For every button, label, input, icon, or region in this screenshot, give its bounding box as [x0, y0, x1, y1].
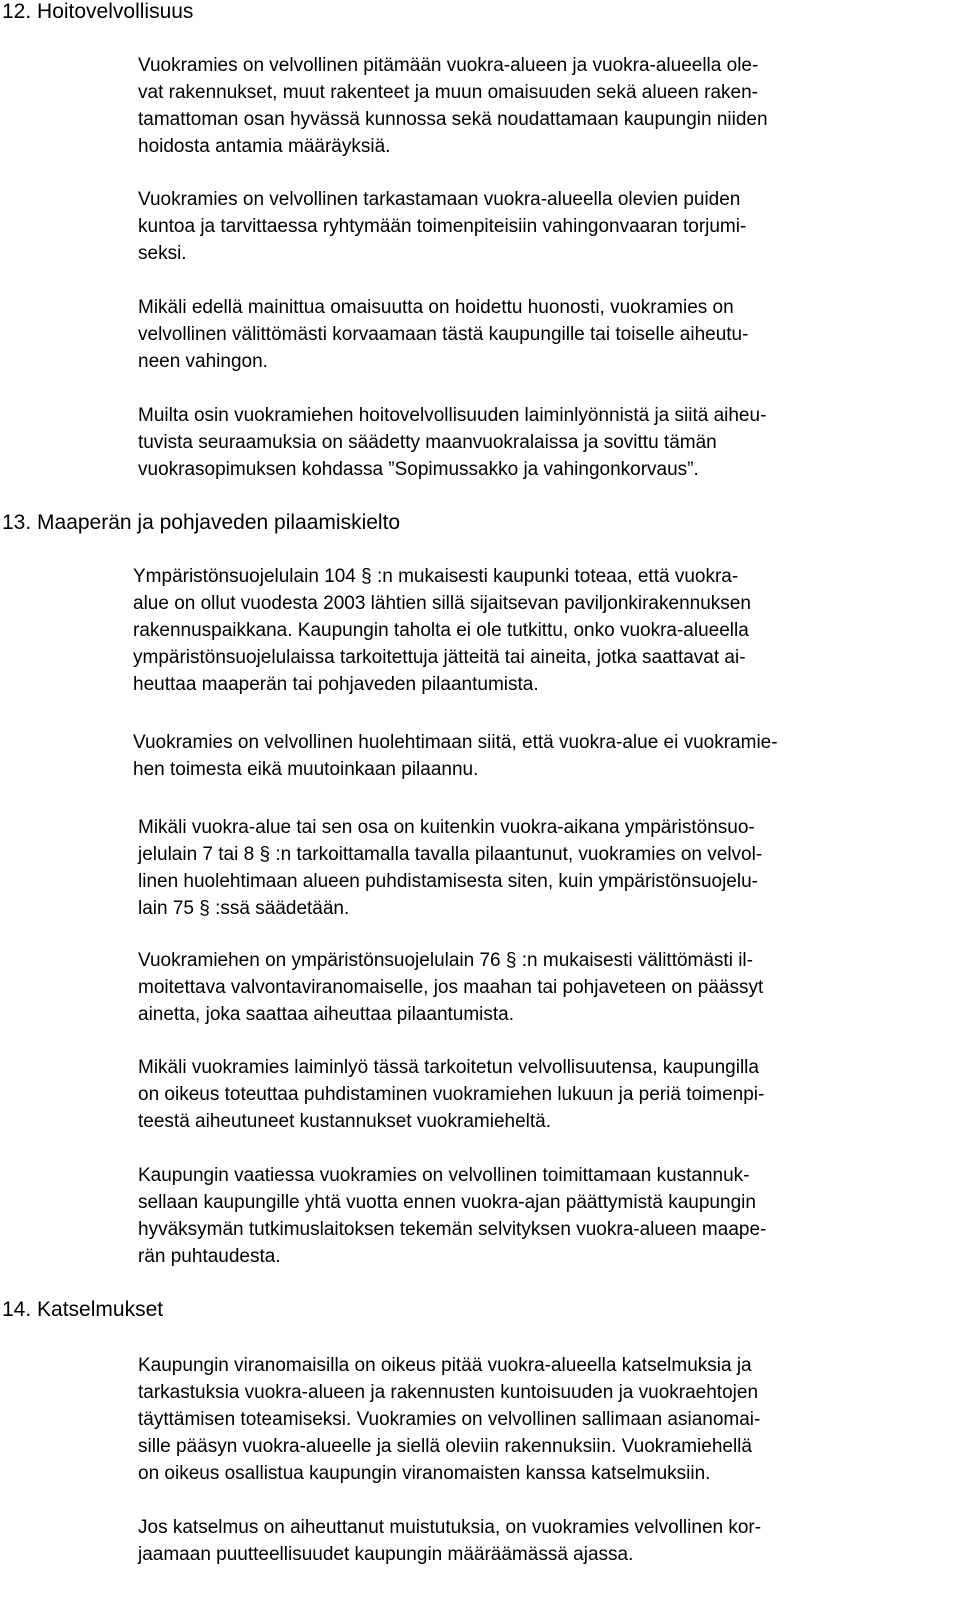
text-line: lain 75 § :ssä säädetään. — [138, 898, 350, 919]
text-line: on oikeus osallistua kaupungin viranomaisten kanssa katselmuksiin. — [138, 1463, 711, 1484]
text-line: rakennuspaikkana. Kaupungin taholta ei ole tutkittu, onko vuokra-alueella — [133, 620, 749, 641]
text-line: on oikeus toteuttaa puhdistaminen vuokramiehen lukuun ja periä toimenpi- — [138, 1084, 765, 1105]
text-line: Muilta osin vuokramiehen hoitovelvollisuuden laiminlyönnistä ja siitä aiheu- — [138, 405, 767, 426]
paragraph — [138, 1352, 760, 1487]
text-line: velvollinen välittömästi korvaamaan tästä kaupungille tai toiselle aiheutu- — [138, 324, 749, 345]
paragraph — [133, 563, 751, 698]
text-line: Vuokramiehen on ympäristönsuojelulain 76 § :n mukaisesti välittömästi il- — [138, 950, 753, 971]
text-line: vuokrasopimuksen kohdassa ”Sopimussakko ja vahingonkorvaus”. — [138, 459, 699, 480]
paragraph — [138, 186, 746, 267]
text-line: sellaan kaupungille yhtä vuotta ennen vuokra-ajan päättymistä kaupungin — [138, 1192, 756, 1213]
text-line: Vuokramies on velvollinen huolehtimaan siitä, että vuokra-alue ei vuokramie- — [133, 732, 778, 753]
text-line: Jos katselmus on aiheuttanut muistutuksia, on vuokramies velvollinen kor- — [138, 1517, 762, 1538]
text-line: Ympäristönsuojelulain 104 § :n mukaisesti kaupunki toteaa, että vuokra- — [133, 566, 739, 587]
section-heading-13: 13. Maaperän ja pohjaveden pilaamiskielto — [2, 511, 401, 534]
paragraph — [138, 294, 748, 375]
text-line: hoidosta antamia määräyksiä. — [138, 136, 391, 157]
text-line: Vuokramies on velvollinen pitämään vuokra-alueen ja vuokra-alueella ole- — [138, 55, 759, 76]
text-line: Kaupungin vaatiessa vuokramies on velvollinen toimittamaan kustannuk- — [138, 1165, 750, 1186]
text-line: vat rakennukset, muut rakenteet ja muun omaisuuden sekä alueen raken- — [138, 82, 758, 103]
paragraph — [138, 947, 763, 1028]
section-heading-12: 12. Hoitovelvollisuus — [2, 0, 194, 23]
paragraph — [138, 402, 766, 483]
text-line: jelulain 7 tai 8 § :n tarkoittamalla tavalla pilaantunut, vuokramies on velvol- — [138, 844, 763, 865]
text-line: Mikäli edellä mainittua omaisuutta on hoidettu huonosti, vuokramies on — [138, 297, 734, 318]
text-line: Vuokramies on velvollinen tarkastamaan vuokra-alueella olevien puiden — [138, 189, 741, 210]
text-line: täyttämisen toteamiseksi. Vuokramies on velvollinen sallimaan asianomai- — [138, 1409, 761, 1430]
text-line: jaamaan puutteellisuudet kaupungin määräämässä ajassa. — [138, 1544, 634, 1565]
text-line: heuttaa maaperän tai pohjaveden pilaantumista. — [133, 674, 539, 695]
text-line: sille pääsyn vuokra-alueelle ja siellä oleviin rakennuksiin. Vuokramiehellä — [138, 1436, 752, 1457]
text-line: seksi. — [138, 243, 187, 264]
text-line: tarkastuksia vuokra-alueen ja rakennusten kuntoisuuden ja vuokraehtojen — [138, 1382, 759, 1403]
text-line: hen toimesta eikä muutoinkaan pilaannu. — [133, 759, 479, 780]
text-line: Mikäli vuokramies laiminlyö tässä tarkoitetun velvollisuutensa, kaupungilla — [138, 1057, 759, 1078]
paragraph — [138, 1514, 761, 1568]
text-line: Mikäli vuokra-alue tai sen osa on kuitenkin vuokra-aikana ympäristönsuo- — [138, 817, 755, 838]
text-line: kuntoa ja tarvittaessa ryhtymään toimenpiteisiin vahingonvaaran torjumi- — [138, 216, 747, 237]
text-line: tamattoman osan hyvässä kunnossa sekä noudattamaan kaupungin niiden — [138, 109, 768, 130]
text-line: linen huolehtimaan alueen puhdistamisesta siten, kuin ympäristönsuojelu- — [138, 871, 758, 892]
paragraph — [138, 814, 762, 922]
text-line: tuvista seuraamuksia on säädetty maanvuokralaissa ja sovittu tämän — [138, 432, 717, 453]
text-line: hyväksymän tutkimuslaitoksen tekemän selvityksen vuokra-alueen maape- — [138, 1219, 767, 1240]
text-line: teestä aiheutuneet kustannukset vuokramieheltä. — [138, 1111, 551, 1132]
text-line: ainetta, joka saattaa aiheuttaa pilaantumista. — [138, 1004, 515, 1025]
text-line: Kaupungin viranomaisilla on oikeus pitää vuokra-alueella katselmuksia ja — [138, 1355, 752, 1376]
paragraph — [138, 1162, 766, 1270]
text-line: moitettava valvontaviranomaiselle, jos maahan tai pohjaveteen on päässyt — [138, 977, 764, 998]
paragraph — [138, 1054, 764, 1135]
text-line: alue on ollut vuodesta 2003 lähtien sillä sijaitsevan paviljonkirakennuksen — [133, 593, 751, 614]
section-heading-14: 14. Katselmukset — [2, 1298, 164, 1321]
paragraph — [138, 52, 768, 160]
text-line: rän puhtaudesta. — [138, 1246, 281, 1267]
text-line: ympäristönsuojelulaissa tarkoitettuja jätteitä tai aineita, jotka saattavat ai- — [133, 647, 746, 668]
text-line: neen vahingon. — [138, 351, 268, 372]
paragraph — [133, 729, 778, 783]
